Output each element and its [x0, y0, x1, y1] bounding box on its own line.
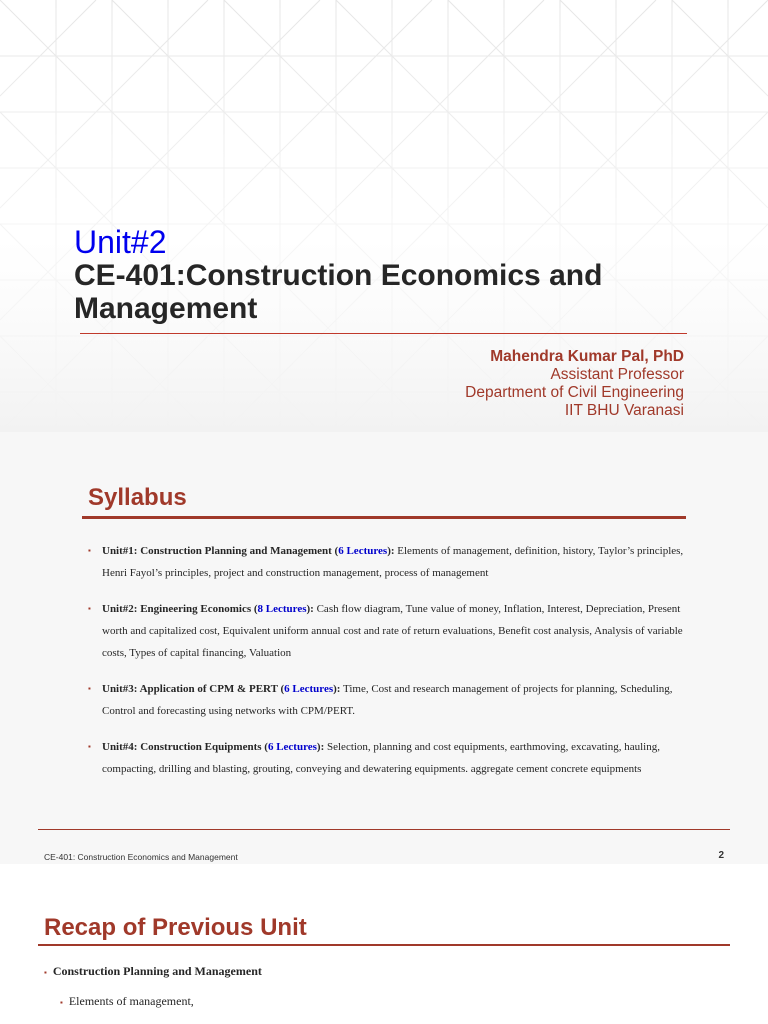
author-institute: IIT BHU Varanasi [564, 402, 684, 419]
unit-description: Selection, planning and cost equipments, earthmoving, excavating, hauling, compacting, drilling and blasting, grouting, conveying and dewatering equipments. aggregate cement concrete equipments [102, 741, 660, 775]
title-slide [0, 0, 768, 432]
lecture-count: 6 Lectures [284, 683, 334, 695]
bullet-icon: ▪ [44, 967, 47, 977]
recap-item-level2 [60, 994, 194, 1009]
syllabus-unit-1 [88, 540, 688, 584]
unit-title-close: ): [306, 603, 314, 615]
unit-title-close: ): [387, 545, 395, 557]
unit-title: Unit#4: Construction Equipments ( [102, 741, 268, 753]
syllabus-unit-4 [88, 736, 688, 780]
syllabus-unit-2 [88, 598, 688, 664]
unit-description: Cash flow diagram, Tune value of money, Inflation, Interest, Depreciation, Present worth and capitalized cost, Equivalent uniform annual cost and rate of return evaluations, Benefit cost analysis, Analysis of variable costs, Types of capital financing, Valuation [102, 603, 683, 659]
author-department: Department of Civil Engineering [465, 384, 684, 401]
title-divider [80, 333, 687, 334]
author-role: Assistant Professor [550, 366, 684, 383]
unit-title-close: ): [333, 683, 341, 695]
page-number: 2 [718, 850, 724, 861]
unit-description: Elements of management, definition, history, Taylor’s principles, Henri Fayol’s principles, project and construction management, process of management [102, 545, 684, 579]
unit-title: Unit#2: Engineering Economics ( [102, 603, 258, 615]
lecture-count: 6 Lectures [338, 545, 388, 557]
footer-rule [38, 829, 730, 830]
syllabus-list [88, 540, 688, 794]
bullet-icon: ▪ [60, 997, 63, 1007]
recap-heading-rule [38, 944, 730, 946]
footer-text: CE-401: Construction Economics and Management [44, 852, 238, 862]
unit-label: Unit#2 [74, 224, 167, 260]
course-title: CE-401:Construction Economics and Management [74, 259, 603, 325]
unit-title: Unit#3: Application of CPM & PERT ( [102, 683, 285, 695]
author-block [465, 348, 684, 420]
lecture-count: 8 Lectures [257, 603, 307, 615]
syllabus-heading: Syllabus [88, 484, 187, 511]
lecture-count: 6 Lectures [267, 741, 317, 753]
unit-title-close: ): [316, 741, 325, 753]
syllabus-unit-3 [88, 678, 688, 722]
syllabus-heading-rule [82, 516, 686, 519]
recap-item-level1 [44, 964, 262, 979]
recap-heading: Recap of Previous Unit [44, 914, 307, 941]
recap-item-text: Construction Planning and Management [52, 964, 262, 978]
author-name: Mahendra Kumar Pal, PhD [490, 348, 684, 365]
unit-title: Unit#1: Construction Planning and Management ( [102, 545, 339, 557]
recap-subitem-text: Elements of management, [68, 994, 194, 1008]
unit-description: Time, Cost and research management of projects for planning, Scheduling, Control and forecasting using networks with CPM/PERT. [102, 683, 673, 717]
